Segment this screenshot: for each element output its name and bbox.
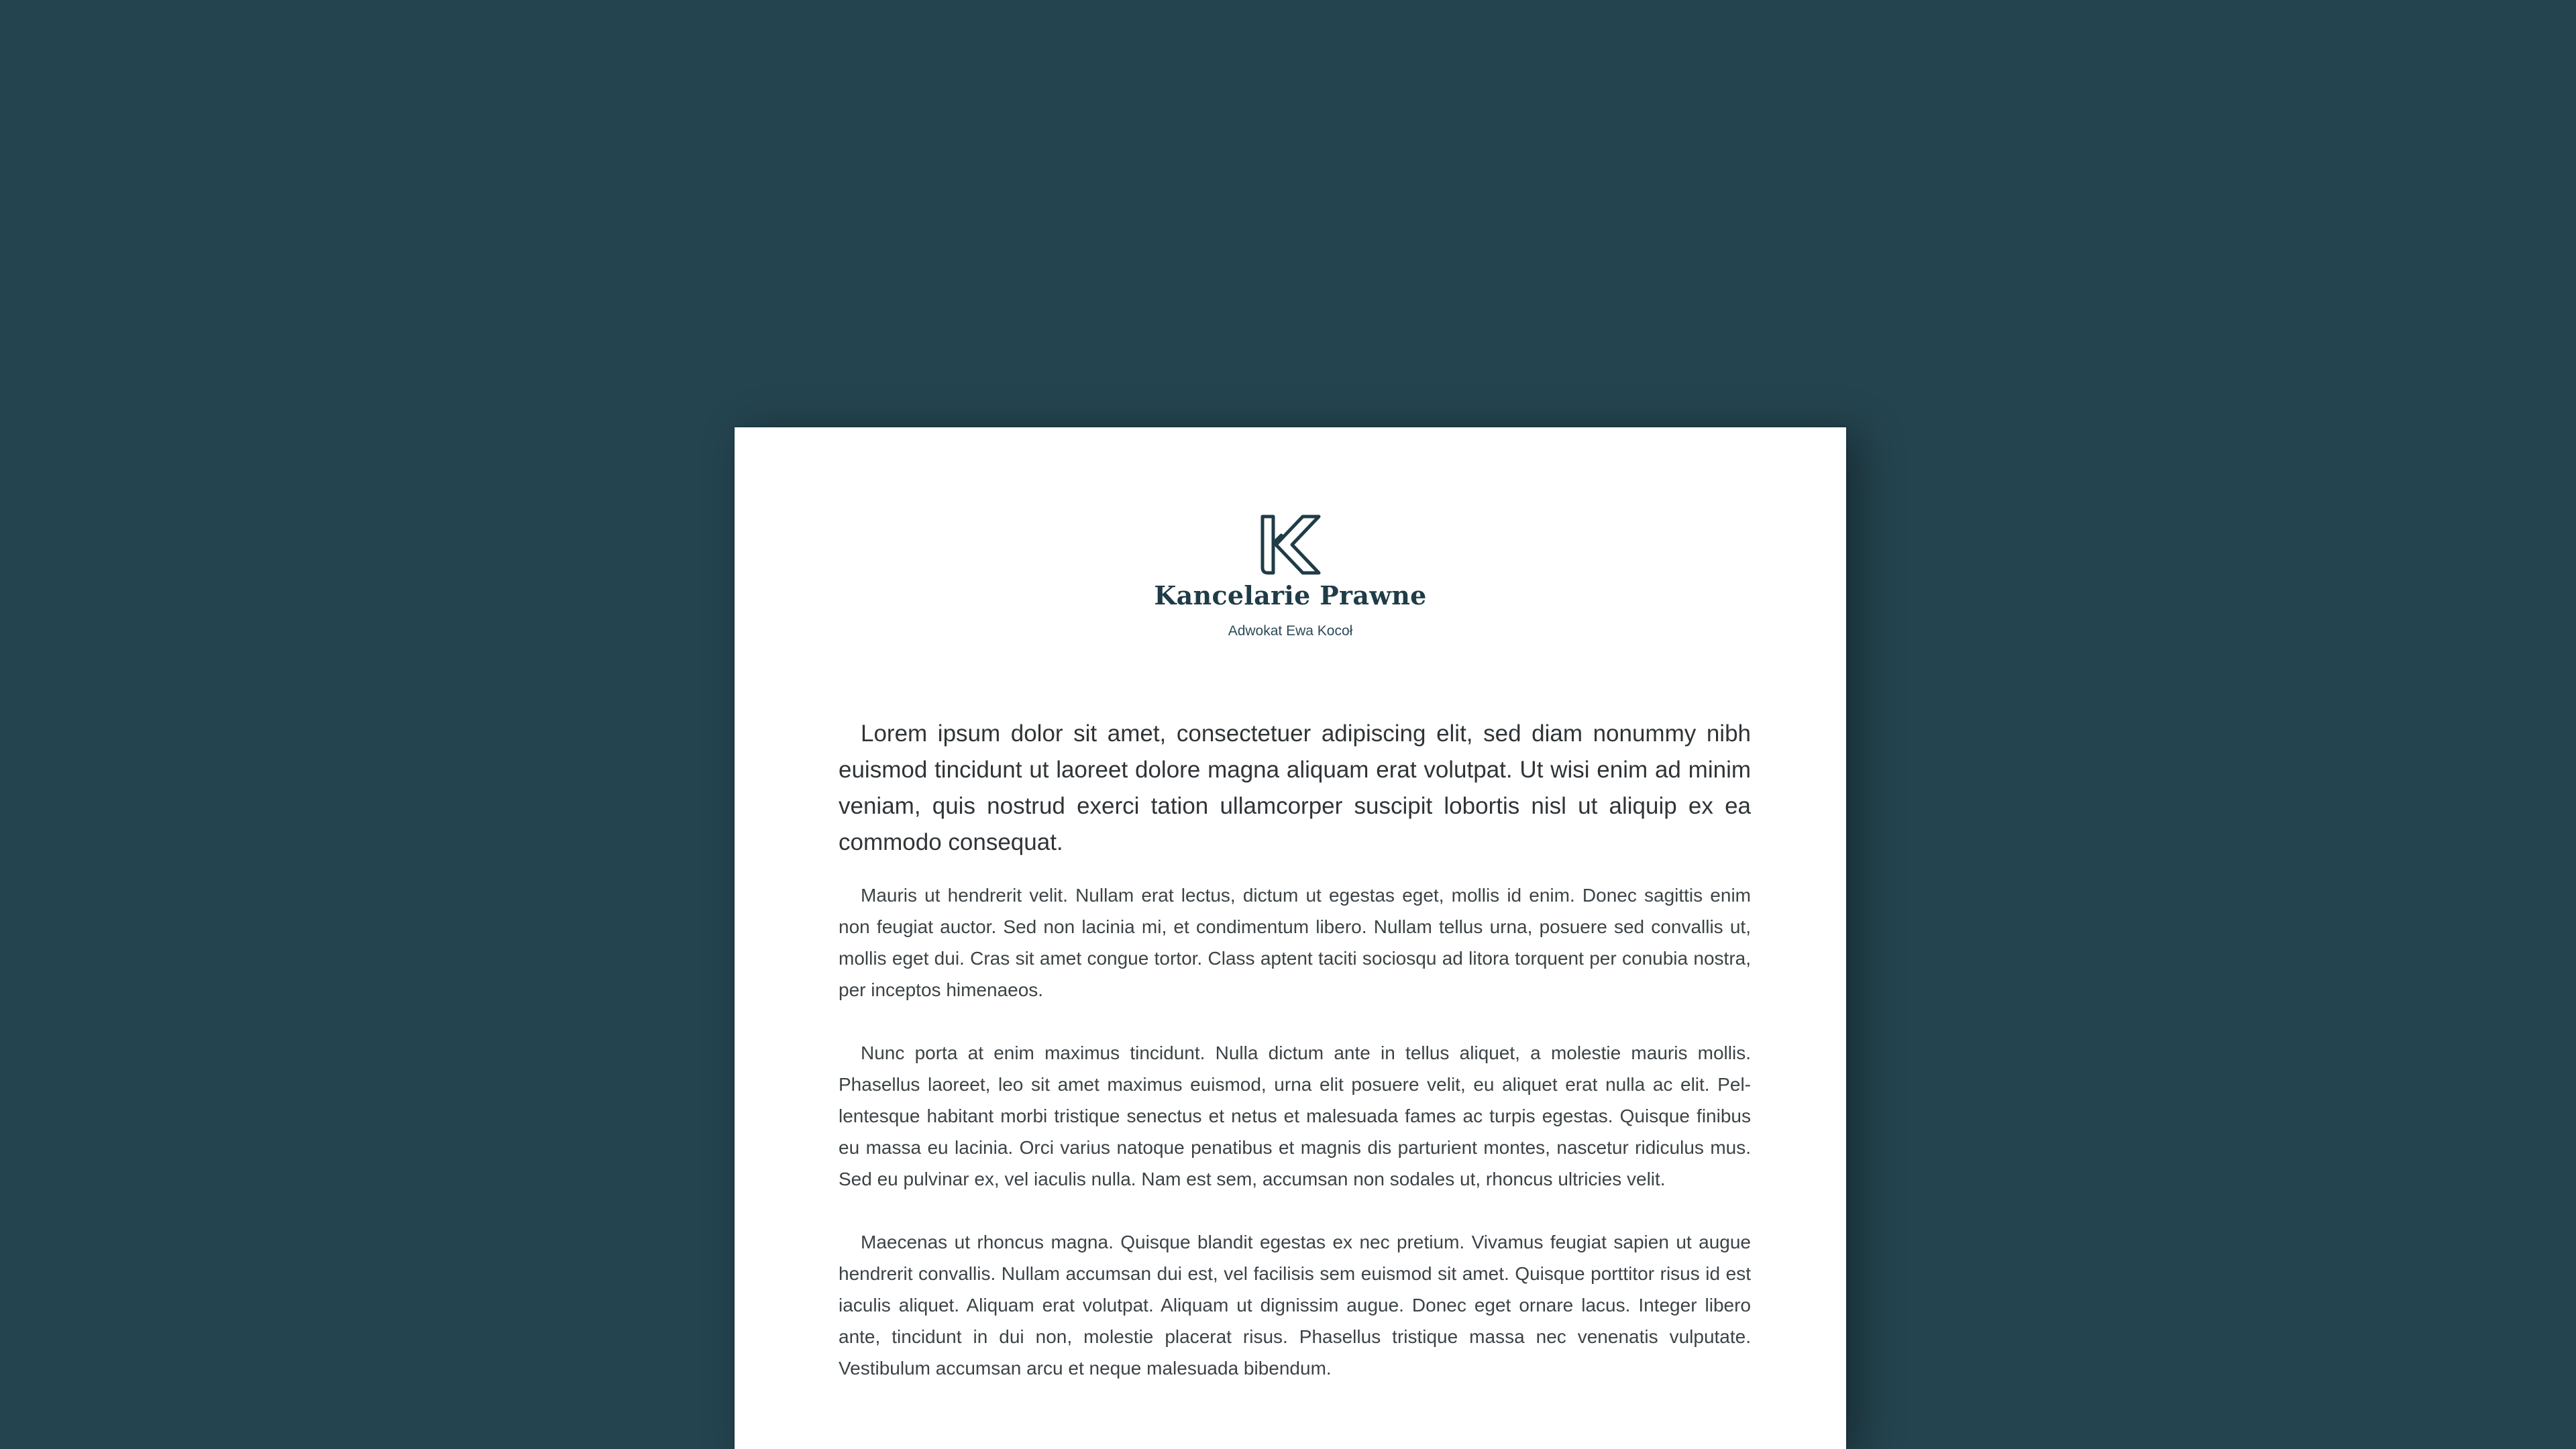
lead-paragraph: Lorem ipsum dolor sit amet, consectetuer adipiscing elit, sed diam nonummy nibh euismod tincidunt ut laoreet dolore magna aliquam erat volutpat. Ut wisi enim ad minim veniam, quis nostrud exerci tation ullamcorper suscipit lobortis nisl ut aliquip ex ea commodo consequat. — [839, 720, 1751, 855]
letter-body — [839, 716, 1751, 1415]
body-paragraph: Nunc porta at enim maximus tincidunt. Nulla dictum ante in tellus aliquet, a molestie mauris mollis. Phasellus laoreet, leo sit amet maximus euismod, urna elit posuere velit, eu aliquet erat nulla ac elit. Pellentesque habitant morbi tristique senectus et netus et malesuada fames ac turpis egestas. Quisque finibus eu massa eu lacinia. Orci varius natoque penatibus et magnis dis parturient montes, nascetur ridiculus mus. Sed eu pulvinar ex, vel iaculis nulla. Nam est sem, accumsan non sodales ut, rhoncus ultricies velit. — [839, 1042, 1751, 1189]
letterhead-page — [735, 427, 1846, 1449]
firm-name: Kancelarie Prawne — [1154, 580, 1427, 610]
body-paragraph: Maecenas ut rhoncus magna. Quisque blandit egestas ex nec pretium. Vivamus feugiat sapien ut augue hendrerit convallis. Nullam accumsan dui est, vel facilisis sem euismod sit amet. Quisque porttitor risus id est iaculis aliquet. Aliquam erat volutpat. Aliquam ut dignissim augue. Donec eget ornare lacus. Integer libero ante, tincidunt in dui non, molestie placerat risus. Phasellus tristique massa nec venenatis vulputate. Vestibulum accumsan arcu et neque malesuada bibendum. — [839, 1232, 1751, 1379]
firm-subtitle: Adwokat Ewa Kocoł — [1228, 623, 1353, 639]
k-monogram-logo-icon — [1258, 513, 1323, 577]
body-paragraph: Mauris ut hendrerit velit. Nullam erat lectus, dictum ut egestas eget, mollis id enim. Donec sagittis enim non feugiat auctor. Sed non lacinia mi, et condimentum libero. Nullam tellus urna, posuere sed convallis ut, mollis eget dui. Cras sit amet congue tortor. Class aptent taciti sociosqu ad litora torquent per conubia nostra, per inceptos himenaeos. — [839, 885, 1751, 1000]
